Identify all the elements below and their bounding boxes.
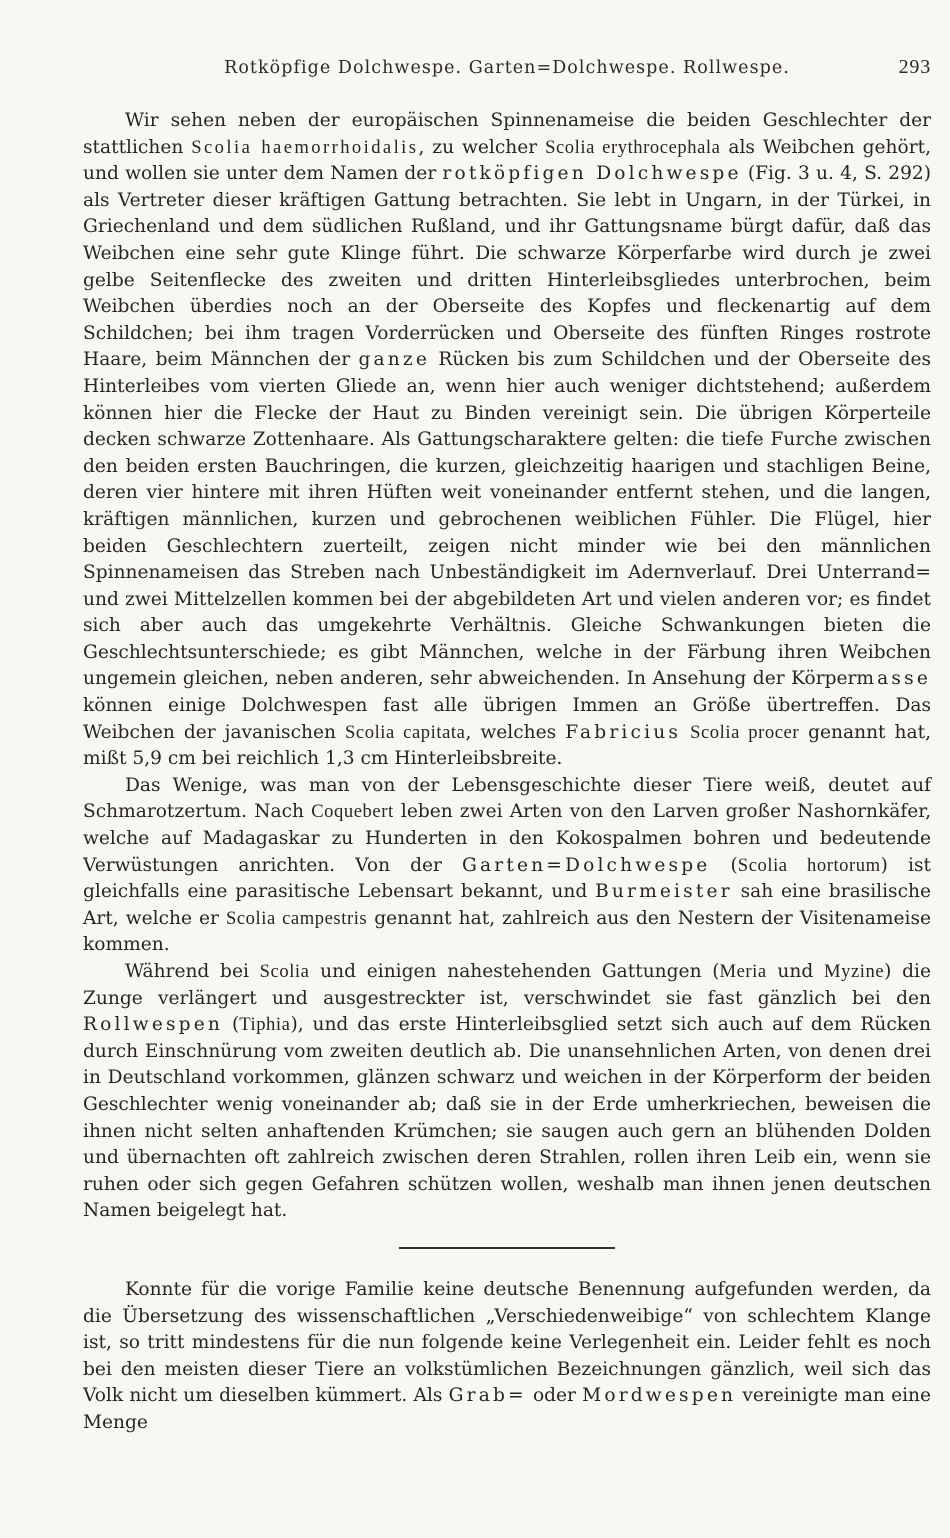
text-segment-antiqua: Scolia campestris bbox=[225, 907, 368, 929]
text-segment-fraktur: genannt hat, zahlreich aus den Nestern der Visitenameise kommen. bbox=[83, 907, 931, 956]
text-segment-fraktur bbox=[681, 722, 690, 743]
text-segment-fraktur: (Fig. 3 u. 4, S. 292) als Vertreter dieser kräftigen Gattung betrachten. Sie lebt in Ungarn, in der Türkei, in Griechenland und dem südlichen Rußland, und ihr Gattungsname bürgt dafür, daß das Weibchen eine sehr gute Klinge führt. Die schwarze Körperfarbe wird durch je zwei gelbe Seitenflecke des zweiten und dritten Hinterleibsgliedes unterbrochen, beim Weibchen überdies noch an der Oberseite des Kopfes und fleckenartig auf dem Schildchen; bei ihm tragen Vorderrücken und Oberseite des fünften Ringes rostrote Haare, beim Männchen der bbox=[83, 163, 932, 371]
text-segment-fraktur: vereinigte man eine Menge bbox=[83, 1385, 932, 1433]
text-segment-fraktur: ) ist gleichfalls eine parasitische Lebensart bekannt, und bbox=[83, 854, 931, 903]
text-segment-fraktur: Rücken bis zum Schildchen und der Oberseite des Hinterleibes vom vierten Gliede an, wenn hier auch weniger dichtstehend; außerdem können hier die Flecke der Haut zu Binden vereinigt sein. Die übrigen Körperteile decken schwarze Zottenhaare. Als Gattungscharaktere gelten: die tiefe Furche zwischen den beiden ersten Bauchringen, die kurzen, gleichzeitig haarigen und stachligen Beine, deren vier hintere mit ihren Hüften weit voneinander entfernt stehen, und die langen, kräftigen männlichen, kurzen und gebrochenen weiblichen Fühler. Die Flügel, hier beiden Geschlechtern zuerteilt, zeigen nicht minder wie bei den männlichen Spinnenameisen das Streben nach Unbeständigkeit im Adernverlauf. Drei Unterrand= und zwei Mittelzellen kommen bei der abgebildeten Art und vielen anderen vor; es findet sich aber auch das umgekehrte Verhältnis. Gleiche Schwankungen bieten die Geschlechtsunterschiede; es gibt Männchen, welche in der Färbung ihren Weibchen ungemein gleichen, neben anderen, sehr abweichenden. In Ansehung der Körper bbox=[83, 349, 931, 690]
paragraph bbox=[83, 1277, 931, 1437]
page-body bbox=[83, 108, 931, 1437]
text-segment-fraktur: Während bei bbox=[125, 961, 260, 982]
text-segment-fraktur: ), und das erste Hinterleibsglied setzt sich auch auf dem Rücken durch Einschnürung vom zweiten deutlich ab. Die unansehnlichen Arten, von denen drei in Deutschland vorkommen, glänzen schwarz und weichen in der Körperform der beiden Geschlechter wenig voneinander ab; daß sie in der Erde umherkriechen, beweisen die ihnen nicht selten anhaftenden Krümchen; sie saugen auch gern an blühenden Dolden und übernachten oft zahlreich zwischen deren Strahlen, rollen ihren Leib ein, wenn sie ruhen oder sich gegen Gefahren schützen wollen, weshalb man ihnen jenen deutschen Namen beigelegt hat. bbox=[83, 1014, 931, 1222]
text-segment-fraktur: und einigen nahestehenden Gattungen ( bbox=[309, 961, 720, 982]
paragraph bbox=[83, 773, 931, 959]
text-segment-antiqua: Myzine bbox=[824, 961, 885, 982]
text-segment-antiqua: Scolia bbox=[259, 961, 310, 982]
text-segment-antiqua: Tiphia bbox=[239, 1014, 291, 1036]
running-head bbox=[83, 56, 931, 86]
text-segment-gesperrt: ganze bbox=[358, 349, 431, 371]
text-segment-gesperrt: rotköpfigen Dolchwespe bbox=[442, 163, 742, 185]
text-segment-gesperrt: Burmeister bbox=[595, 881, 733, 903]
text-segment-fraktur: ) die Zunge verlängert und ausgestreckter ist, verschwindet sie fast gänzlich bei den bbox=[83, 961, 931, 1009]
text-segment-fraktur: Wir sehen neben der europäischen Spinnenameise die beiden Geschlechter der stattlichen bbox=[83, 110, 931, 158]
text-segment-gesperrt: masse bbox=[856, 668, 931, 690]
page-number: 293 bbox=[898, 56, 931, 78]
text-segment-fraktur: ( bbox=[710, 854, 738, 876]
text-segment-gesperrt: Grab= bbox=[448, 1385, 527, 1407]
text-segment-fraktur: sah eine brasilische Art, welche er bbox=[83, 881, 931, 929]
text-segment-fraktur: , welches bbox=[465, 721, 566, 743]
text-segment-fraktur: , zu welcher bbox=[418, 136, 546, 158]
text-segment-fraktur: und bbox=[766, 961, 824, 982]
running-head-title: Rotköpfige Dolchwespe. Garten=Dolchwespe. Rollwespe. bbox=[224, 58, 790, 78]
text-segment-fraktur: Das Wenige, was man von der Lebensgeschichte dieser Tiere weiß, deutet auf Schmarotzertum. Nach bbox=[83, 774, 931, 823]
text-segment-antiqua: Coquebert bbox=[311, 801, 394, 823]
text-segment-fraktur: als Weibchen gehört, und wollen sie unter dem Namen der bbox=[83, 136, 931, 185]
text-segment-fraktur: oder bbox=[526, 1385, 583, 1407]
paragraph bbox=[83, 108, 931, 773]
text-segment-fraktur: genannt hat, mißt 5,9 cm bei reichlich 1,3 cm Hinterleibsbreite. bbox=[83, 721, 931, 770]
text-segment-antiqua-gesperrt: Scolia haemorrhoidalis bbox=[191, 136, 419, 158]
section-divider bbox=[399, 1247, 615, 1249]
text-segment-fraktur: können einige Dolchwespen fast alle übrigen Immen an Größe übertreffen. Das Weibchen der javanischen bbox=[83, 695, 931, 743]
text-segment-antiqua: Scolia procer bbox=[690, 721, 800, 743]
text-segment-fraktur: Konnte für die vorige Familie keine deutsche Benennung aufgefunden werden, da die Übersetzung des wissenschaftlichen „Verschiedenweibige“ von schlechtem Klange ist, so tritt mindestens für die nun folgende keine Verlegenheit ein. Leider fehlt es noch bei den meisten dieser Tiere an volkstümlichen Bezeichnungen gänzlich, weil sich das Volk nicht um dieselben kümmert. Als bbox=[83, 1278, 931, 1407]
text-segment-gesperrt: Fabricius bbox=[565, 721, 682, 743]
paragraph bbox=[83, 959, 931, 1225]
text-segment-gesperrt: Garten=Dolchwespe bbox=[462, 854, 711, 876]
text-segment-antiqua: Scolia capitata bbox=[345, 721, 466, 743]
text-segment-antiqua: Meria bbox=[719, 961, 767, 982]
text-segment-gesperrt: Mordwespen bbox=[582, 1385, 737, 1407]
text-segment-antiqua: Scolia hortorum bbox=[737, 854, 881, 876]
text-segment-fraktur: leben zwei Arten von den Larven großer Nashornkäfer, welche auf Madagaskar zu Hunderten in den Kokospalmen bohren und bedeutende Verwüstungen anrichten. Von der bbox=[83, 801, 932, 876]
text-segment-antiqua: Scolia erythrocephala bbox=[545, 136, 721, 158]
text-segment-gesperrt: Rollwespen bbox=[83, 1014, 224, 1036]
text-segment-fraktur: ( bbox=[223, 1014, 240, 1036]
